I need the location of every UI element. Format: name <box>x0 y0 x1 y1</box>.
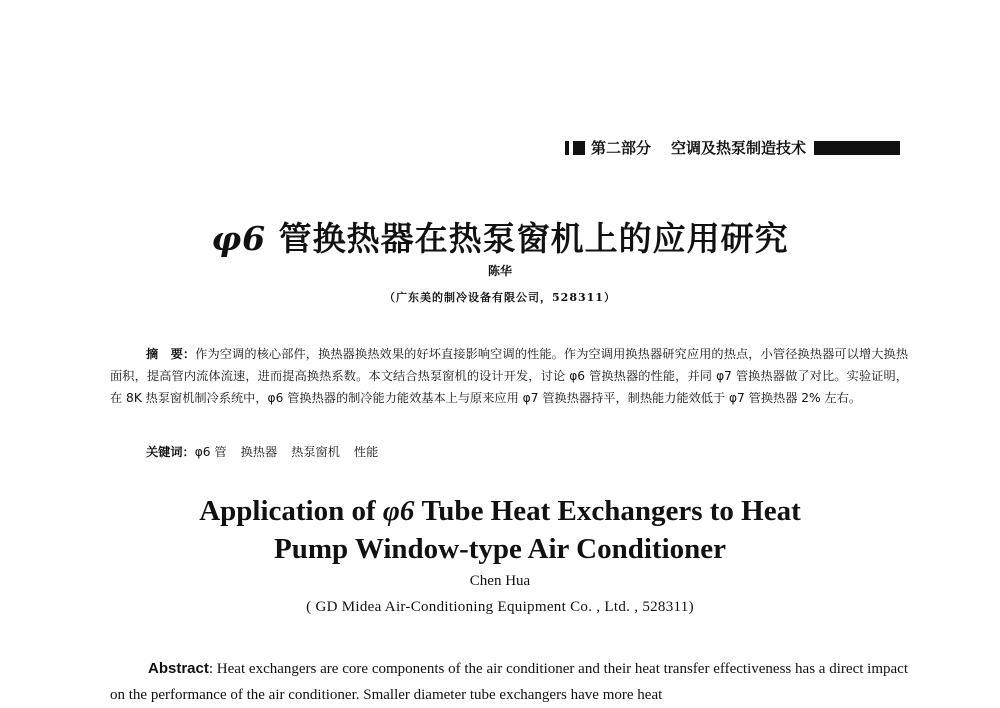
keywords-cn <box>146 443 392 460</box>
header-block-icon <box>573 141 585 155</box>
keywords-cn-label: 关键词： <box>146 445 195 459</box>
keyword-item: 性能 <box>353 445 379 459</box>
abstract-en <box>110 656 908 708</box>
section-header <box>565 137 900 158</box>
keyword-item: 换热器 <box>240 445 278 459</box>
title-cn <box>0 213 1000 260</box>
header-bar-icon <box>814 141 900 155</box>
abstract-en-colon: : <box>208 661 214 677</box>
title-en <box>0 492 1000 568</box>
abstract-en-label: Abstract <box>148 660 209 677</box>
title-cn-phi: φ6 <box>211 219 267 258</box>
affiliation-cn: （广东美的制冷设备有限公司，528311） <box>384 291 616 304</box>
title-en-line2: Pump Window-type Air Conditioner <box>274 533 726 565</box>
header-mark-icon <box>565 141 569 155</box>
keyword-item: φ6 管 <box>194 445 227 459</box>
title-cn-text: 管换热器在热泵窗机上的应用研究 <box>266 219 789 258</box>
title-en-line1 <box>0 492 1000 530</box>
title-en-prefix: Application of <box>199 495 383 527</box>
abstract-cn-text: 作为空调的核心部件，换热器换热效果的好坏直接影响空调的性能。作为空调用换热器研究应用的热点，小管径换热器可以增大换热面积，提高管内流体流速，进而提高换热系数。本文结合热泵窗机的设计开发，讨论 φ6 管换热器的性能，并同 φ7 管换热器做了对比。实验证明，在 8K 热泵窗机制冷系统中，φ6 管换热器的制冷能力能效基本上与原来应用 φ7 管换热器持平，制热能力能效低于 φ7 管换热器 2% 左右。 <box>110 347 909 405</box>
title-en-phi: φ6 <box>382 495 415 527</box>
header-section: 第二部分 <box>591 139 652 157</box>
affiliation-en: ( GD Midea Air-Conditioning Equipment Co. , Ltd. , 528311) <box>306 599 694 615</box>
abstract-en-text: Heat exchangers are core components of the air conditioner and their heat transfer effectiveness has a direct impact on the performance of the air conditioner. Smaller diameter tube exchangers have more heat <box>110 661 908 703</box>
keyword-item: 热泵窗机 <box>291 445 340 459</box>
header-topic: 空调及热泵制造技术 <box>671 139 807 157</box>
title-en-line1-rest: Tube Heat Exchangers to Heat <box>414 495 801 527</box>
author-cn: 陈华 <box>487 264 512 278</box>
abstract-cn <box>110 343 908 409</box>
abstract-cn-label: 摘 要： <box>146 347 196 361</box>
author-en: Chen Hua <box>469 573 531 589</box>
